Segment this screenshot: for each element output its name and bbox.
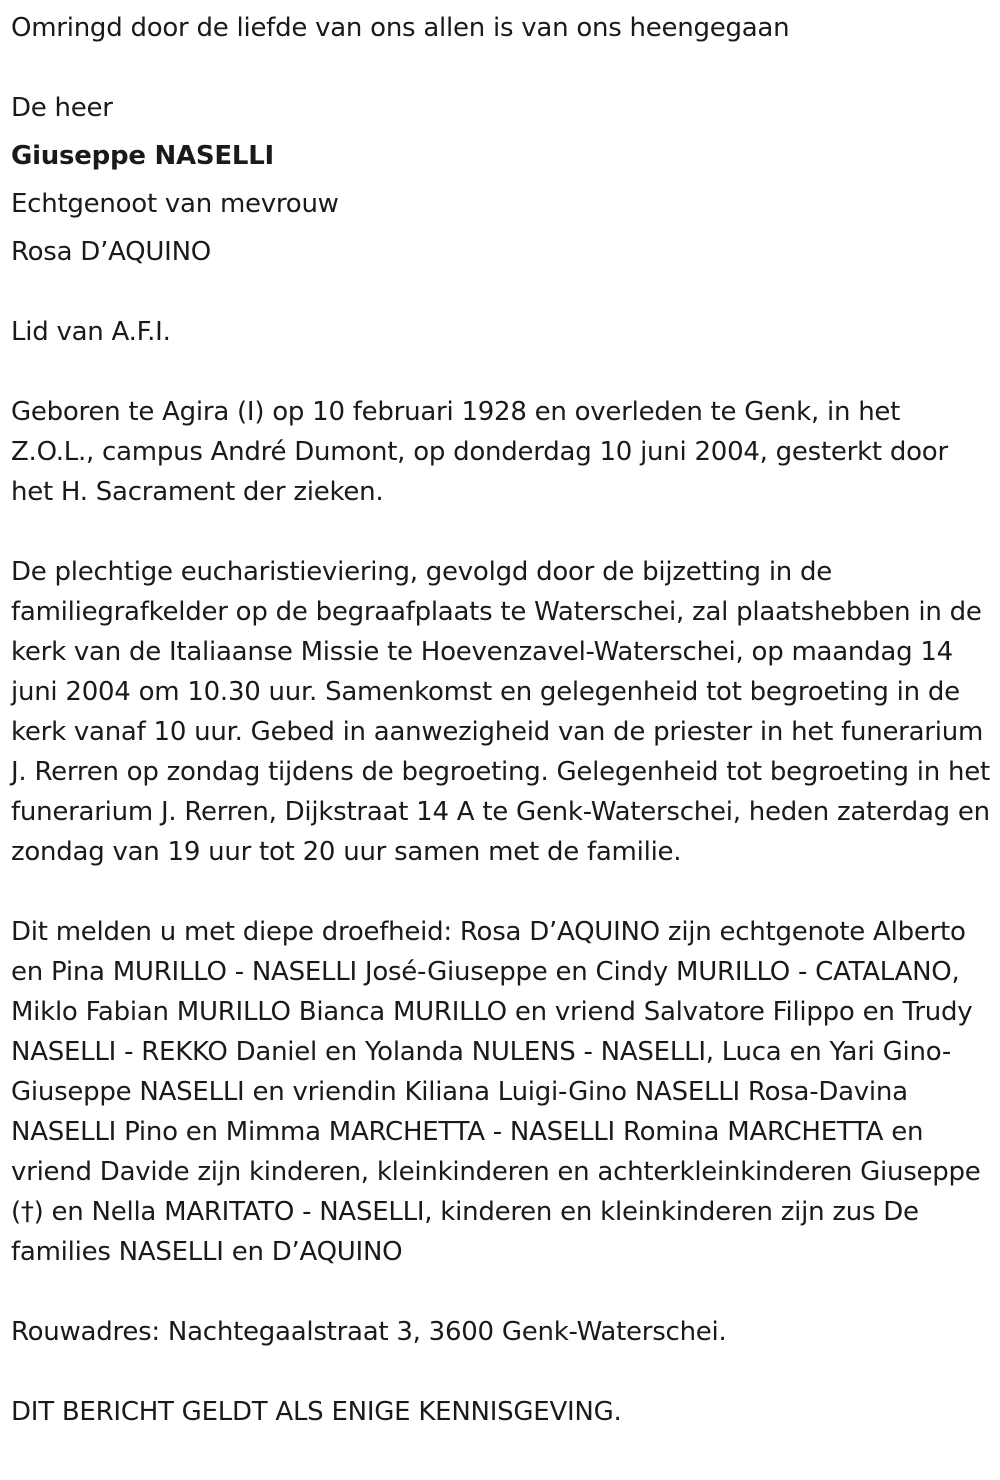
spouse-label: Echtgenoot van mevrouw [11,189,339,219]
spacer [11,352,990,392]
spacer [11,128,990,136]
spacer [11,272,990,312]
spacer [11,48,990,88]
spacer [11,1272,990,1312]
spacer [11,176,990,184]
closing-statement: DIT BERICHT GELDT ALS ENIGE KENNISGEVING. [11,1397,622,1427]
birth-death-paragraph: Geboren te Agira (I) op 10 februari 1928 en overleden te Genk, in het Z.O.L., campus André Dumont, op donderdag 10 juni 2004, gesterkt door het H. Sacrament der zieken. [11,397,948,507]
intro-line: Omringd door de liefde van ons allen is van ons heengegaan [11,13,790,43]
membership: Lid van A.F.I. [11,317,171,347]
spacer [11,224,990,232]
ceremony-paragraph: De plechtige eucharistieviering, gevolgd door de bijzetting in de familiegrafkelder op de begraafplaats te Waterschei, zal plaatshebben in de kerk van de Italiaanse Missie te Hoevenzavel-Waterschei, op maandag 14 juni 2004 om 10.30 uur. Samenkomst en gelegenheid tot begroeting in de kerk vanaf 10 uur. Gebed in aanwezigheid van de priester in het funerarium J. Rerren op zondag tijdens de begroeting. Gelegenheid tot begroeting in het funerarium J. Rerren, Dijkstraat 14 A te Genk-Waterschei, heden zaterdag en zondag van 19 uur tot 20 uur samen met de familie. [11,557,990,867]
spacer [11,1352,990,1392]
salutation: De heer [11,93,113,123]
deceased-name: Giuseppe NASELLI [11,141,274,171]
spacer [11,872,990,912]
spacer [11,512,990,552]
spouse-name: Rosa D’AQUINO [11,237,211,267]
family-paragraph: Dit melden u met diepe droefheid: Rosa D’AQUINO zijn echtgenote Alberto en Pina MURILLO - NASELLI José-Giuseppe en Cindy MURILLO - CATALANO, Miklo Fabian MURILLO Bianca MURILLO en vriend Salvatore Filippo en Trudy NASELLI - REKKO Daniel en Yolanda NULENS - NASELLI, Luca en Yari Gino-Giuseppe NASELLI en vriendin Kiliana Luigi-Gino NASELLI Rosa-Davina NASELLI Pino en Mimma MARCHETTA - NASELLI Romina MARCHETTA en vriend Davide zijn kinderen, kleinkinderen en achterkleinkinderen Giuseppe (†) en Nella MARITATO - NASELLI, kinderen en kleinkinderen zijn zus De families NASELLI en D’AQUINO [11,917,981,1267]
mourning-address: Rouwadres: Nachtegaalstraat 3, 3600 Genk-Waterschei. [11,1317,727,1347]
